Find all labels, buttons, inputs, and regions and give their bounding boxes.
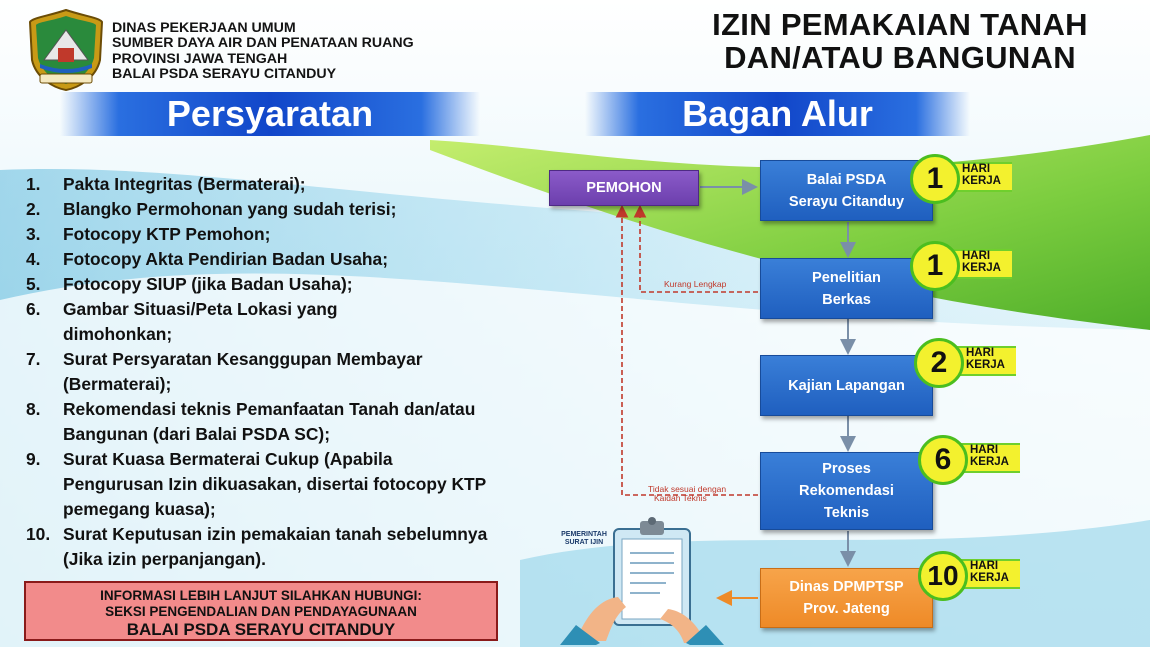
requirements-list bbox=[26, 172, 526, 572]
unit-line: KERJA bbox=[970, 456, 1009, 468]
info-line: BALAI PSDA SERAYU CITANDUY bbox=[126, 620, 396, 639]
info-line: INFORMASI LEBIH LANJUT SILAHKAN HUBUNGI: bbox=[100, 588, 422, 603]
list-item bbox=[26, 222, 526, 247]
item-text: Surat Keputusan izin pemakaian tanah sebelumnya (Jika izin perpanjangan). bbox=[63, 524, 488, 569]
list-item bbox=[26, 197, 526, 222]
unit-line: HARI bbox=[962, 250, 991, 262]
step-dinas-dpmptsp bbox=[760, 568, 933, 628]
item-text: Gambar Situasi/Peta Lokasi yang dimohonkan; bbox=[63, 299, 338, 344]
item-number: 2. bbox=[26, 199, 41, 219]
list-item bbox=[26, 447, 526, 522]
badge-unit bbox=[970, 444, 1009, 468]
item-number: 4. bbox=[26, 249, 41, 269]
provincial-emblem-icon bbox=[26, 8, 106, 92]
box-label: Teknis bbox=[823, 505, 870, 521]
step-kajian-lapangan bbox=[760, 355, 933, 416]
applicant-box bbox=[549, 170, 699, 206]
item-number: 7. bbox=[26, 349, 41, 369]
days-circle: 2 bbox=[914, 338, 964, 388]
box-label: Serayu Citanduy bbox=[788, 193, 905, 210]
item-text: Surat Kuasa Bermaterai Cukup (Apabila Pengurusan Izin dikuasakan, disertai fotocopy KTP pemegang kuasa); bbox=[63, 449, 486, 519]
list-item bbox=[26, 172, 526, 197]
box-label: Dinas DPMPTSP bbox=[789, 579, 904, 595]
duration-badge bbox=[918, 441, 1022, 479]
item-number: 1. bbox=[26, 174, 41, 194]
step-penelitian-berkas bbox=[760, 258, 933, 319]
item-text: Blangko Permohonan yang sudah terisi; bbox=[63, 199, 397, 219]
unit-line: KERJA bbox=[966, 359, 1005, 371]
days-circle: 6 bbox=[918, 435, 968, 485]
item-text: Fotocopy KTP Pemohon; bbox=[63, 224, 271, 244]
duration-badge bbox=[918, 557, 1022, 595]
box-label: Prov. Jateng bbox=[803, 601, 890, 617]
box-label: Balai PSDA bbox=[806, 171, 887, 188]
note-not-compliant bbox=[648, 485, 726, 503]
box-label: PEMOHON bbox=[586, 180, 662, 196]
box-label: Kajian Lapangan bbox=[788, 377, 905, 394]
agency-line: BALAI PSDA SERAYU CITANDUY bbox=[112, 65, 337, 82]
unit-line: KERJA bbox=[962, 175, 1001, 187]
return-arrow bbox=[622, 208, 758, 495]
flow-heading: Bagan Alur bbox=[585, 92, 970, 136]
item-number: 10. bbox=[26, 524, 51, 544]
box-label: Penelitian bbox=[812, 269, 881, 286]
step-proses-rekomendasi bbox=[760, 452, 933, 530]
list-item bbox=[26, 272, 526, 297]
duration-badge bbox=[910, 160, 1014, 198]
days-circle: 1 bbox=[910, 241, 960, 291]
note-line: Tidak sesuai dengan bbox=[648, 484, 727, 494]
info-line: SEKSI PENGENDALIAN DAN PENDAYAGUNAAN bbox=[105, 604, 417, 619]
label-line: PEMERINTAH bbox=[561, 531, 607, 538]
item-text: Fotocopy SIUP (jika Badan Usaha); bbox=[63, 274, 353, 294]
agency-line: DINAS PEKERJAAN UMUM bbox=[112, 20, 296, 36]
box-label: Proses bbox=[822, 461, 871, 477]
item-number: 5. bbox=[26, 274, 41, 294]
agency-line: PROVINSI JAWA TENGAH bbox=[112, 50, 288, 67]
page-title bbox=[650, 8, 1150, 74]
list-item bbox=[26, 397, 526, 447]
item-text: Pakta Integritas (Bermaterai); bbox=[63, 174, 306, 194]
badge-unit bbox=[970, 560, 1009, 584]
note-incomplete: Kurang Lengkap bbox=[664, 279, 727, 289]
item-number: 8. bbox=[26, 399, 41, 419]
item-text: Rekomendasi teknis Pemanfaatan Tanah dan/atau Bangunan (dari Balai PSDA SC); bbox=[63, 399, 476, 444]
title-line: IZIN PEMAKAIAN TANAH bbox=[712, 7, 1088, 42]
box-label: Berkas bbox=[822, 291, 871, 308]
list-item bbox=[26, 347, 526, 397]
item-text: Fotocopy Akta Pendirian Badan Usaha; bbox=[63, 249, 389, 269]
item-number: 3. bbox=[26, 224, 41, 244]
unit-line: HARI bbox=[970, 560, 999, 572]
unit-line: HARI bbox=[962, 163, 991, 175]
days-circle: 1 bbox=[910, 154, 960, 204]
unit-line: KERJA bbox=[970, 572, 1009, 584]
badge-unit bbox=[966, 347, 1005, 371]
agency-name bbox=[112, 21, 414, 82]
step-balai-psda bbox=[760, 160, 933, 221]
contact-info-box bbox=[24, 581, 498, 641]
list-item bbox=[26, 247, 526, 272]
unit-line: HARI bbox=[970, 444, 999, 456]
item-text: Surat Persyaratan Kesanggupan Membayar (Bermaterai); bbox=[63, 349, 423, 394]
item-number: 6. bbox=[26, 299, 41, 319]
note-line: Kaidah Teknis bbox=[654, 493, 707, 503]
box-label: Rekomendasi bbox=[799, 483, 894, 499]
illustration-label bbox=[554, 531, 614, 547]
unit-line: HARI bbox=[966, 347, 995, 359]
title-line: DAN/ATAU BANGUNAN bbox=[724, 40, 1076, 75]
badge-unit bbox=[962, 163, 1001, 187]
label-line: SURAT IJIN bbox=[564, 539, 604, 546]
requirements-heading: Persyaratan bbox=[60, 92, 480, 136]
days-circle: 10 bbox=[918, 551, 968, 601]
duration-badge bbox=[914, 344, 1018, 382]
duration-badge bbox=[910, 247, 1014, 285]
list-item bbox=[26, 522, 526, 572]
agency-line: SUMBER DAYA AIR DAN PENATAAN RUANG bbox=[112, 35, 414, 52]
item-number: 9. bbox=[26, 449, 41, 469]
badge-unit bbox=[962, 250, 1001, 274]
list-item bbox=[26, 297, 526, 347]
unit-line: KERJA bbox=[962, 262, 1001, 274]
